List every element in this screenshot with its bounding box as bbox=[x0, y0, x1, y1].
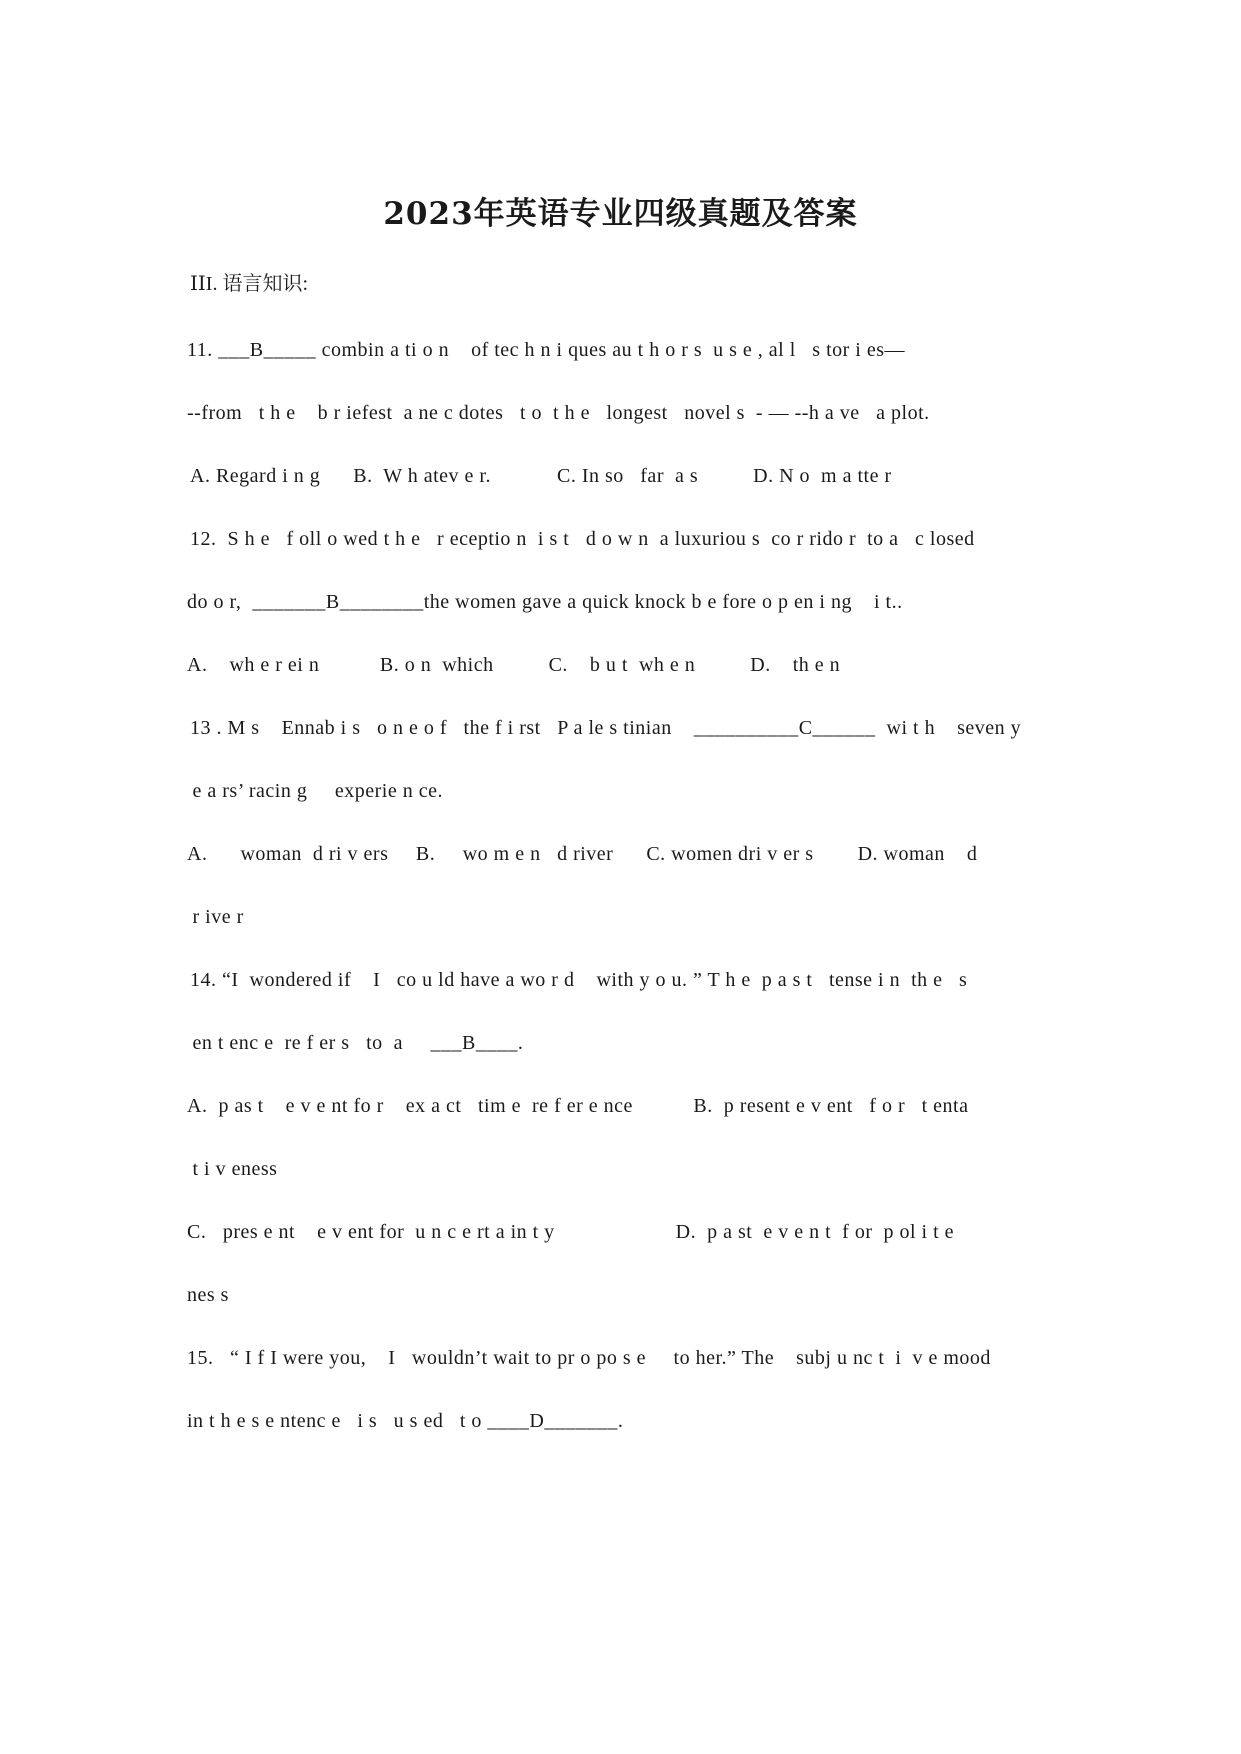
question-15-stem-line-1: 15. “ I f I were you, I wouldn’t wait to pr o po s e to her.” The subj u nc t i v e mood bbox=[187, 1347, 991, 1369]
section-heading: ⅠⅠI. 语言知识: bbox=[190, 273, 309, 295]
question-13-options-line-2: r ive r bbox=[187, 906, 244, 928]
question-13-stem-line-2: e a rs’ racin g experie n ce. bbox=[187, 780, 443, 802]
question-11-stem-line-2: --from t h e b r iefest a ne c dotes t o t h e longest novel s - — --h a ve a plot. bbox=[187, 402, 930, 424]
question-14-stem-line-2: en t enc e re f er s to a ___B____. bbox=[187, 1032, 524, 1054]
question-12-options: A. wh e r ei n B. o n which C. b u t wh e n D. th e n bbox=[187, 654, 841, 676]
question-11-options: A. Regard i n g B. W h atev e r. C. In so far a s D. N o m a tte r bbox=[190, 465, 892, 487]
question-11-stem-line-1: 11. ___B_____ combin a ti o n of tec h n i ques au t h o r s u s e , al l s tor i es— bbox=[187, 339, 906, 361]
question-14-options-line-2: t i v eness bbox=[187, 1158, 278, 1180]
question-15-stem-line-2: in t h e s e ntenc e i s u s ed t o ____D_______. bbox=[187, 1410, 624, 1432]
question-14-options-line-1: A. p as t e v e nt fo r ex a ct tim e re f er e nce B. p resent e v ent f o r t enta bbox=[187, 1095, 969, 1117]
question-14-options-line-4: nes s bbox=[187, 1284, 229, 1306]
question-12-stem-line-2: do o r, _______B________the women gave a quick knock b e fore o p en i ng i t.. bbox=[187, 591, 903, 613]
page-title: 2023年英语专业四级真题及答案 bbox=[383, 196, 858, 232]
question-12-stem-line-1: 12. S h e f oll o wed t h e r eceptio n i s t d o w n a luxuriou s co r rido r to a c losed bbox=[190, 528, 975, 550]
question-13-stem-line-1: 13 . M s Ennab i s o n e o f the f i rst P a le s tinian __________C______ wi t h seven y bbox=[190, 717, 1022, 739]
question-14-stem-line-1: 14. “I wondered if I co u ld have a wo r d with y o u. ” T h e p a s t tense i n th e s bbox=[190, 969, 968, 991]
question-14-options-line-3: C. pres e nt e v ent for u n c e rt a in t y D. p a st e v e n t f or p ol i t e bbox=[187, 1221, 955, 1243]
question-13-options-line-1: A. woman d ri v ers B. wo m e n d river C. women dri v er s D. woman d bbox=[187, 843, 978, 865]
